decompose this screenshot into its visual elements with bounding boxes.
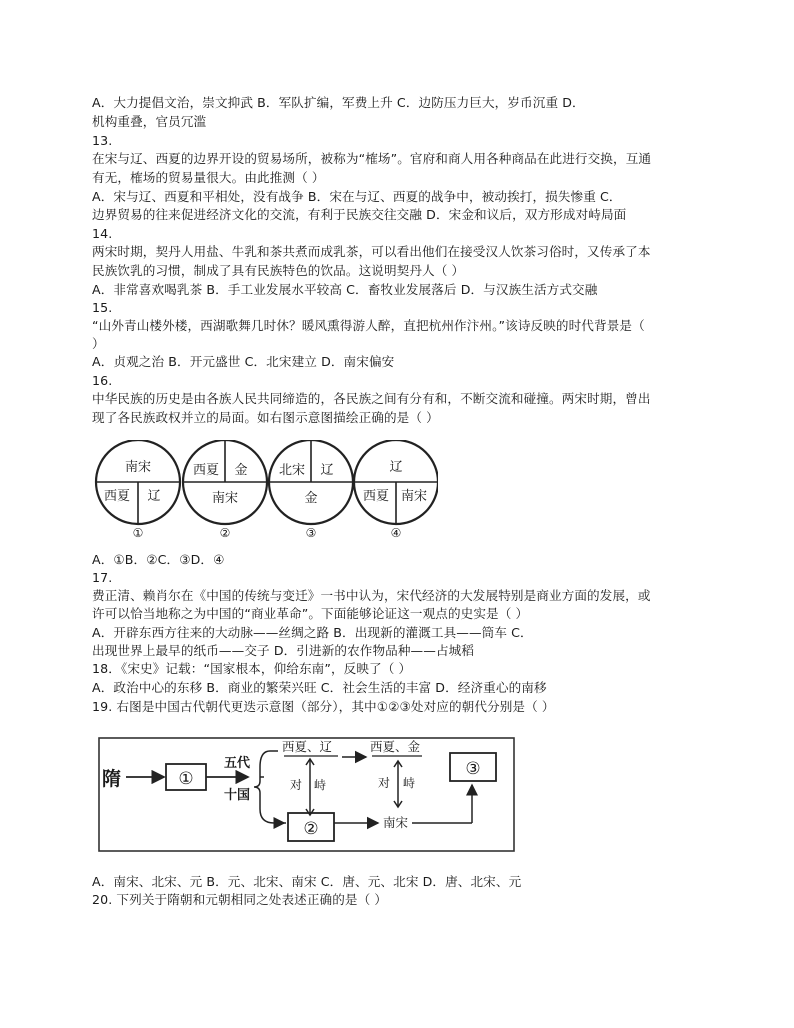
circle3-top-left-label: 北宋 <box>278 463 306 478</box>
q14-number: 14. <box>92 226 113 241</box>
circle4-bottom-right-label: 南宋 <box>400 489 428 504</box>
circle1-top-label: 南宋 <box>124 460 152 475</box>
q13-stem-line1: 在宋与辽、西夏的边界开设的贸易场所，被称为“榷场”。官府和商人用各种商品在此进行交换，互通 <box>92 151 652 166</box>
zhi-label-2: 峙 <box>403 776 416 790</box>
q13-options-line1: A．宋与辽、西夏和平相处，没有战争 B．宋在与辽、西夏的战争中，被动挨打，损失惨重 C． <box>92 189 622 204</box>
circle-option-3 <box>269 440 353 540</box>
nansong-label: 南宋 <box>383 815 409 830</box>
q19-dynasty-diagram <box>98 737 516 853</box>
dui-label-1: 对 <box>290 778 303 792</box>
q19-options-line1: A．南宋、北宋、元 B．元、北宋、南宋 C．唐、元、北宋 D．唐、北宋、元 <box>92 874 522 889</box>
circle3-top-right-label: 辽 <box>320 463 334 478</box>
box-2-label: ② <box>303 819 319 839</box>
q16-stem-line1: 中华民族的历史是由各族人民共同缔造的，各民族之间有分有和，不断交流和碰撞。两宋时期，曾出 <box>92 391 651 406</box>
wudai-label: 五代 <box>224 756 251 771</box>
q18-stem-line1: 18．《宋史》记载：“国家根本，仰给东南”，反映了（ ） <box>92 661 412 676</box>
q15-stem-line2: ） <box>92 336 105 351</box>
shiguo-label: 十国 <box>224 788 251 803</box>
circle4-number: ④ <box>390 526 402 540</box>
circle-option-1 <box>96 440 180 540</box>
circle2-number: ② <box>219 526 231 540</box>
q14-stem-line2: 民族饮乳的习惯，制成了具有民族特色的饮品。这说明契丹人（ ） <box>92 263 465 278</box>
q17-options-line2: 出现世界上最早的纸币——交子 D．引进新的农作物品种——占城稻 <box>92 643 475 658</box>
circle3-number: ③ <box>305 526 317 540</box>
q13-number: 13. <box>92 133 113 148</box>
q20-stem-line1: 20. 下列关于隋朝和元朝相同之处表述正确的是（ ） <box>92 892 388 907</box>
q17-options-line1: A．开辟东西方往来的大动脉——丝绸之路 B．出现新的灌溉工具——筒车 C． <box>92 625 533 640</box>
q17-stem-line2: 许可以恰当地称之为中国的“商业革命”。下面能够论证这一观点的史实是（ ） <box>92 606 529 621</box>
q15-options-line1: A．贞观之治 B．开元盛世 C．北宋建立 D．南宋偏安 <box>92 354 395 369</box>
xixia-liao-label: 西夏、辽 <box>282 739 333 754</box>
circle4-bottom-left-label: 西夏 <box>362 489 390 504</box>
circle2-bottom-label: 南宋 <box>211 491 239 506</box>
box-1-label: ① <box>178 769 194 789</box>
q16-stem-line2: 现了各民族政权并立的局面。如右图示意图描绘正确的是（ ） <box>92 410 439 425</box>
q15-number: 15. <box>92 300 113 315</box>
circle1-bottom-left-label: 西夏 <box>103 489 131 504</box>
sui-label: 隋 <box>102 768 122 790</box>
q16-options-line1: A．①B．②C．③D．④ <box>92 552 225 567</box>
q12-options-line2: 机构重叠，官员冗滥 <box>92 114 207 129</box>
dui-label-2: 对 <box>378 776 391 790</box>
q14-stem-line1: 两宋时期，契丹人用盐、牛乳和茶共煮而成乳茶，可以看出他们在接受汉人饮茶习俗时，又传承了本 <box>92 244 651 259</box>
q18-options-line1: A．政治中心的东移 B．商业的繁荣兴旺 C．社会生活的丰富 D．经济重心的南移 <box>92 680 547 695</box>
circle1-bottom-right-label: 辽 <box>147 489 161 504</box>
q17-number: 17. <box>92 570 113 585</box>
q17-stem-line1: 费正清、赖肖尔在《中国的传统与变迁》一书中认为，宋代经济的大发展特别是商业方面的发展，或 <box>92 588 651 603</box>
circle3-bottom-label: 金 <box>304 491 318 506</box>
q19-stem-line1: 19. 右图是中国古代朝代更迭示意图（部分），其中①②③处对应的朝代分别是（ ） <box>92 699 555 714</box>
q15-stem-line1: “山外青山楼外楼，西湖歌舞几时休？暖风熏得游人醉，直把杭州作汴州。”该诗反映的时代背景是（ <box>92 318 645 333</box>
box-3-label: ③ <box>465 759 481 779</box>
q16-number: 16. <box>92 373 113 388</box>
q13-options-line2: 边界贸易的往来促进经济文化的交流，有利于民族交往交融 D．宋金和议后，双方形成对峙局面 <box>92 207 627 222</box>
circle-option-4 <box>354 440 438 540</box>
circle2-top-left-label: 西夏 <box>192 463 220 478</box>
q14-options-line1: A．非常喜欢喝乳茶 B．手工业发展水平较高 C．畜牧业发展落后 D．与汉族生活方式交融 <box>92 282 598 297</box>
circle2-top-right-label: 金 <box>234 463 248 478</box>
circle1-number: ① <box>132 526 144 540</box>
xixia-jin-label: 西夏、金 <box>370 739 421 754</box>
circle-option-2 <box>183 440 267 540</box>
q12-options-line1: A．大力提倡文治，崇文抑武 B．军队扩编，军费上升 C．边防压力巨大，岁币沉重 D． <box>92 95 585 110</box>
q13-stem-line2: 有无，榷场的贸易量很大。由此推测（ ） <box>92 170 325 185</box>
zhi-label-1: 峙 <box>314 778 327 792</box>
q16-circle-diagrams <box>88 440 438 540</box>
circle4-top-label: 辽 <box>389 460 403 475</box>
